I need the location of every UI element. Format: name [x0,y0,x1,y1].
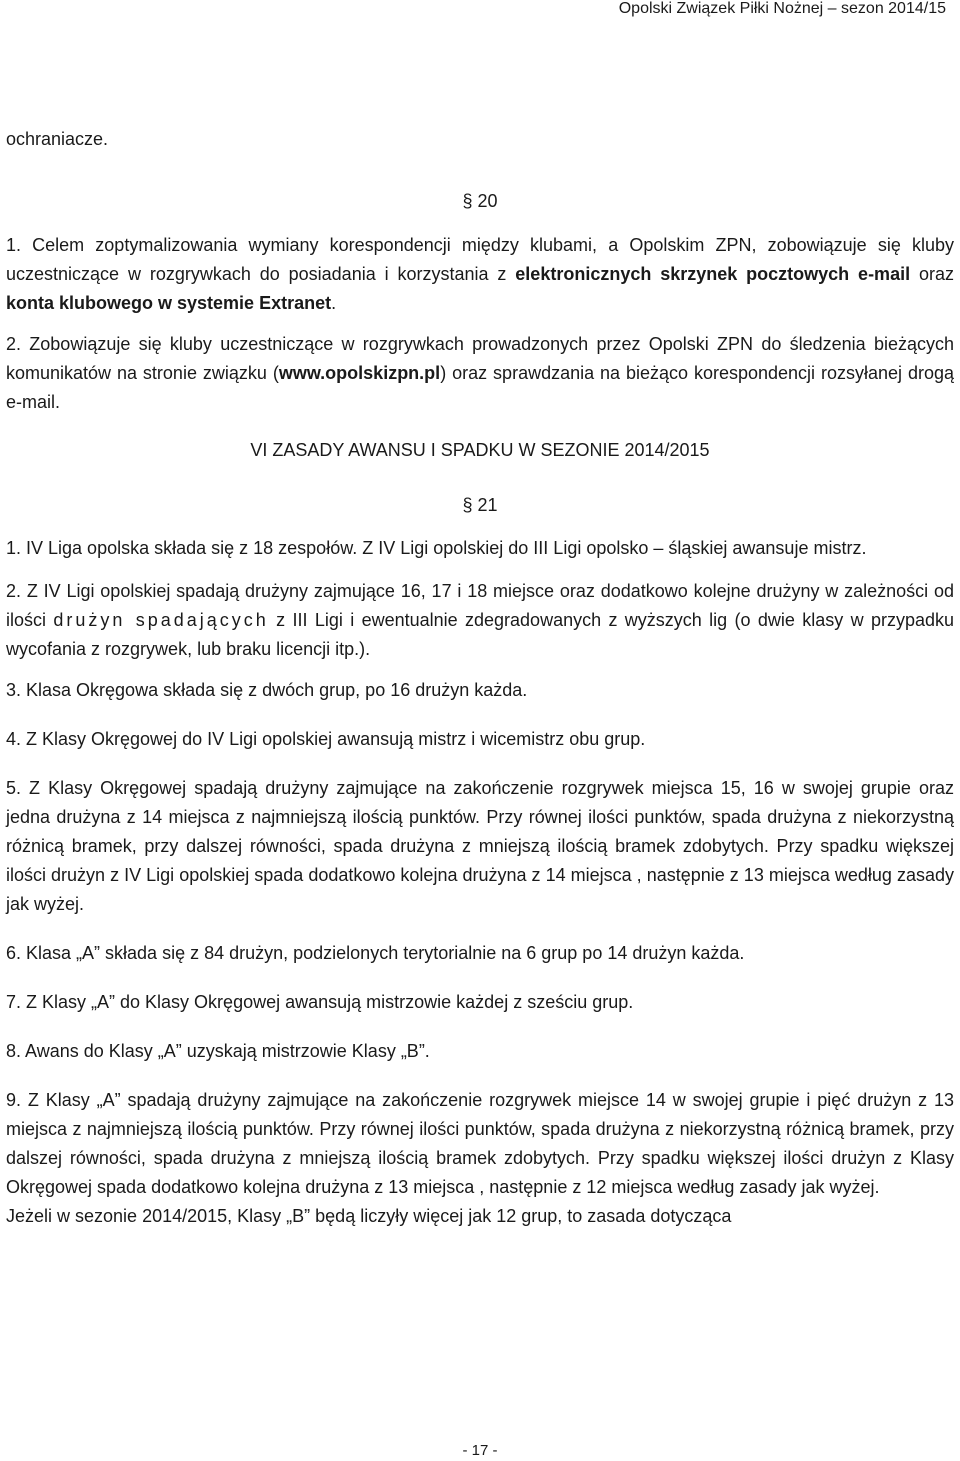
s21-item-9: 9. Z Klasy „A” spadają drużyny zajmujące na zakończenie rozgrywek miejsce 14 w swojej grupie i pięć drużyn z 13 miejsca z najmniejszą ilością punktów. Przy równej ilości punktów, spada drużyna z niekorzystną różnicą bramek, przy dalszej równości, spada drużyna z mniejszą ilością bramek zdobytych. Przy spadku większej ilości drużyn z Klasy Okręgowej spada dodatkowo kolejna drużyna z 13 miejsca , następnie z 12 miejsca według zasady jak wyżej. [6,1090,954,1197]
running-header: Opolski Związek Piłki Nożnej – sezon 2014/15 [618,0,946,17]
s20-p1-text-b: oraz [910,264,954,284]
section-vi-heading: VI ZASADY AWANSU I SPADKU W SEZONIE 2014/2015 [250,440,710,460]
s21-item-8: 8. Awans do Klasy „A” uzyskają mistrzowie Klasy „B”. [6,1041,430,1061]
s21-p2-spaced: drużyn spadających [53,610,269,630]
s20-p1-bold-email: elektronicznych skrzynek pocztowych e-mail [515,264,911,284]
document-body [6,125,954,1231]
s21-item-4: 4. Z Klasy Okręgowej do IV Ligi opolskiej awansują mistrz i wicemistrz obu grup. [6,729,646,749]
s21-item-6: 6. Klasa „A” składa się z 84 drużyn, podzielonych terytorialnie na 6 grup po 14 drużyn każda. [6,943,745,963]
s21-p2-text-a: 2. Z IV Ligi opolskiej spadają drużyny zajmujące 16, 17 i 18 miejsce oraz dodatkowo kolejne drużyny w zależności od ilości [6,581,954,630]
section-21-heading: § 21 [462,495,498,515]
s21-item-1: 1. IV Liga opolska składa się z 18 zespołów. Z IV Ligi opolskiej do III Ligi opolsko – śląskiej awansuje mistrz. [6,538,867,558]
page-number: - 17 - [462,1442,498,1459]
s20-p1-text-c: . [331,293,337,313]
s21-item-10: Jeżeli w sezonie 2014/2015, Klasy „B” będą liczyły więcej jak 12 grup, to zasada dotycząca [6,1206,732,1226]
s20-p1-text-a: 1. Celem zoptymalizowania wymiany korespondencji między klubami, a Opolskim ZPN, zobowiązuje się kluby uczestniczące w rozgrywkach do posiadania i korzystania z [6,235,954,284]
s20-p1-bold-extranet: konta klubowego w systemie Extranet [6,293,332,313]
s21-item-3: 3. Klasa Okręgowa składa się z dwóch grup, po 16 drużyn każda. [6,680,528,700]
intro-line: ochraniacze. [6,129,109,149]
s20-paragraph-1 [6,231,954,318]
s21-item-7: 7. Z Klasy „A” do Klasy Okręgowej awansują mistrzowie każdej z sześciu grup. [6,992,634,1012]
s20-p2-text-a: 2. Zobowiązuje się kluby uczestniczące w rozgrywkach prowadzonych przez Opolski ZPN do śledzenia bieżących komunikatów na stronie związku ( [6,334,954,383]
s21-p2-text-b: z III Ligi i ewentualnie zdegradowanych z wyższych lig (o dwie klasy w przypadku wycofania z rozgrywek, lub braku licencji itp.). [6,610,954,659]
s20-p2-text-b: ) oraz sprawdzania na bieżąco korespondencji rozsyłanej drogą e-mail. [6,363,954,412]
s21-item-5: 5. Z Klasy Okręgowej spadają drużyny zajmujące na zakończenie rozgrywek miejsca 15, 16 w swojej grupie oraz jedna drużyna z 14 miejsca z najmniejszą ilością punktów. Przy równej ilości punktów, spada drużyna z niekorzystną różnicą bramek, przy dalszej równości, spada drużyna z mniejszą ilością bramek zdobytych. Przy spadku większej ilości drużyn z IV Ligi opolskiej spada dodatkowo kolejna drużyna z 14 miejsca , następnie z 13 miejsca według zasady jak wyżej. [6,778,954,914]
s21-item-2 [6,577,954,664]
section-20-heading: § 20 [462,191,498,211]
s20-p2-bold-url: www.opolskizpn.pl [278,363,441,383]
s20-paragraph-2 [6,330,954,417]
